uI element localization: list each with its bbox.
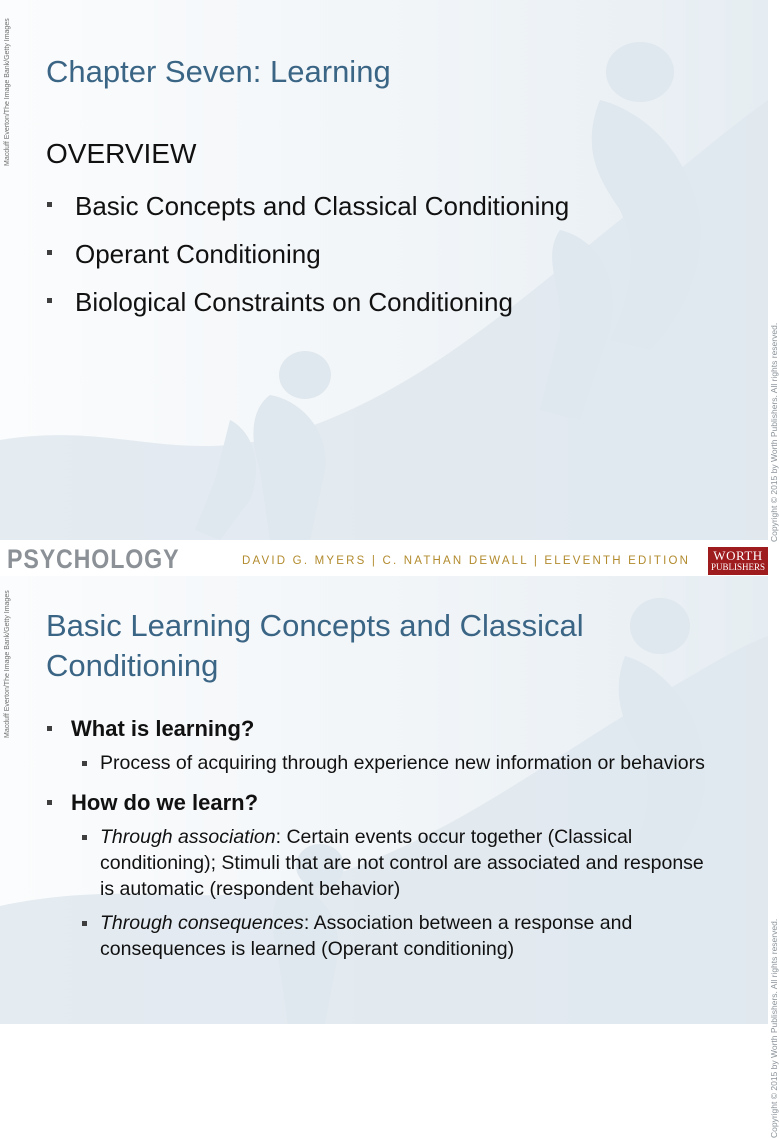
list-item-text: Biological Constraints on Conditioning xyxy=(75,287,513,317)
list-item xyxy=(46,712,716,776)
bullet-square-icon xyxy=(47,202,52,207)
slide-title: Basic Learning Concepts and Classical Conditioning xyxy=(46,608,584,683)
bullet-square-icon xyxy=(82,761,87,766)
sub-item-lead: Through consequences xyxy=(100,912,304,934)
publisher-logo-line1: WORTH xyxy=(713,548,763,563)
copyright-notice: Copyright © 2015 by Worth Publishers. All rights reserved. xyxy=(769,322,779,542)
question-heading: How do we learn? xyxy=(71,790,259,815)
list-item-text: Basic Concepts and Classical Conditioning xyxy=(75,191,570,221)
bullet-square-icon xyxy=(47,298,52,303)
bullet-square-icon xyxy=(47,800,52,805)
authors-edition: DAVID G. MYERS | C. NATHAN DEWALL | ELEVENTH EDITION xyxy=(242,555,691,567)
overview-list xyxy=(46,187,569,331)
list-item xyxy=(46,235,569,283)
photo-credit: Macduff Everton/The Image Bank/Getty Images xyxy=(4,18,11,166)
list-item xyxy=(46,187,569,235)
bullet-square-icon xyxy=(82,921,87,926)
bullet-square-icon xyxy=(47,250,52,255)
psychology-brand-logo: PSYCHOLOGY xyxy=(7,544,180,574)
slide-basic-learning-concepts xyxy=(0,576,779,1138)
list-item xyxy=(46,283,569,331)
bullet-square-icon xyxy=(82,835,87,840)
sub-list xyxy=(71,824,716,962)
worth-publishers-logo xyxy=(708,547,768,575)
sub-item-lead: Through association xyxy=(100,826,276,848)
list-item xyxy=(46,786,716,962)
question-heading: What is learning? xyxy=(71,716,255,741)
sub-list-item xyxy=(71,750,716,776)
photo-credit: Macduff Everton/The Image Bank/Getty Images xyxy=(4,590,11,738)
list-item-text: Operant Conditioning xyxy=(75,239,321,269)
sub-list xyxy=(71,750,716,776)
bullet-square-icon xyxy=(47,726,52,731)
sub-list-item xyxy=(71,910,716,962)
sub-item-text: Process of acquiring through experience new information or behaviors xyxy=(100,752,705,774)
sub-item-text: : Association between a response and consequences is learned (Operant conditioning) xyxy=(100,912,633,960)
slide-title: Chapter Seven: Learning xyxy=(46,54,391,89)
publisher-logo-line2: PUBLISHERS xyxy=(710,562,765,572)
content-list xyxy=(46,712,716,972)
overview-heading: OVERVIEW xyxy=(46,138,197,169)
sub-list-item xyxy=(71,824,716,902)
copyright-notice: Copyright © 2015 by Worth Publishers. All rights reserved. xyxy=(769,918,779,1138)
sub-item-text: : Certain events occur together (Classical conditioning); Stimuli that are not control are associated and response is automatic (respondent behavior) xyxy=(100,826,704,900)
